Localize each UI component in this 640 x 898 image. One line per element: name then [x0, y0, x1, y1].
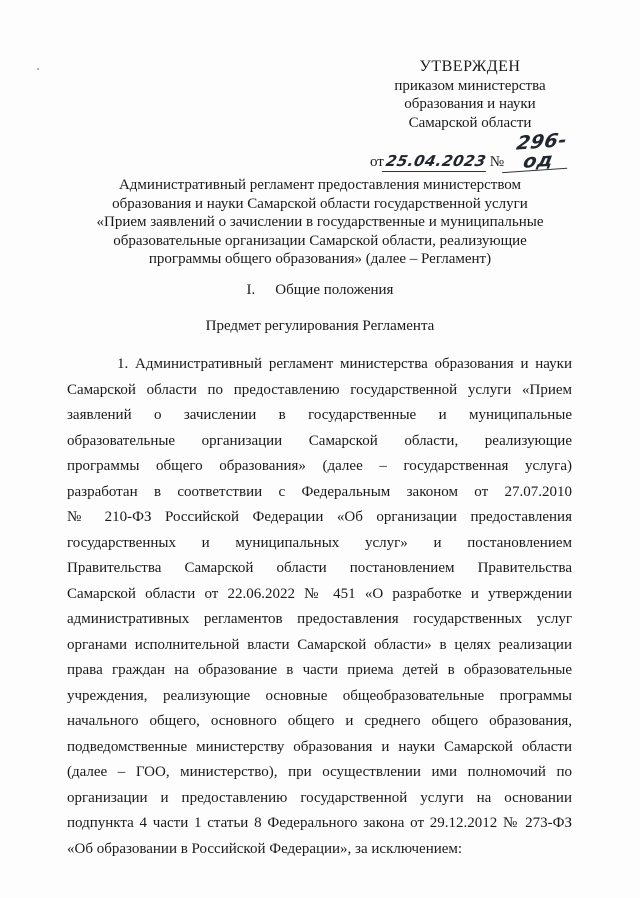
- paragraph-line: № 210-ФЗ Российской Федерации «Об организации предоставления: [67, 509, 572, 525]
- paragraph-line: административных регламентов предоставления государственных услуг: [67, 611, 572, 627]
- subsection-heading: Предмет регулирования Регламента: [205, 318, 435, 334]
- paragraph-line: Правительства Самарской области постановлением Правительства: [67, 560, 572, 576]
- section-title: Общие положения: [275, 282, 394, 298]
- paragraph-1: [67, 352, 572, 862]
- approval-line-2: образования и науки: [404, 96, 536, 112]
- paragraph-line: «Об образовании в Российской Федерации», за исключением:: [67, 840, 463, 857]
- paragraph-line: подведомственные министерству образования и науки Самарской области: [67, 738, 572, 755]
- handwritten-date: 25.04.2023: [382, 152, 490, 172]
- paragraph-line: учреждения, реализующие основные общеобразовательные программы: [67, 687, 572, 704]
- paragraph-line: образовательные организации Самарской области, реализующие: [67, 432, 572, 449]
- approval-title: УТВЕРЖДЕН: [419, 58, 521, 75]
- paragraph-line: разработан в соответствии с Федеральным законом от 27.07.2010: [67, 483, 572, 500]
- section-heading: [0, 282, 640, 299]
- paragraph-line: подпункта 4 части 1 статьи 8 Федерального закона от 29.12.2012 № 273-ФЗ: [67, 815, 572, 831]
- approval-line-3: Самарской области: [408, 114, 532, 131]
- handwritten-number: 296-од: [502, 131, 574, 173]
- paragraph-line: органами исполнительной власти Самарской области» в целях реализации: [67, 636, 572, 653]
- approval-stamp-block: [370, 58, 570, 171]
- title-line-3: «Прием заявлений о зачислении в государственные и муниципальные: [96, 214, 544, 230]
- date-prefix: от: [370, 153, 384, 170]
- paragraph-line: (далее – ГОО, министерство), при осуществлении ими полномочий по: [67, 764, 572, 780]
- title-line-2: образования и науки Самарской области государственной услуги: [112, 195, 528, 212]
- paragraph-line: 1. Административный регламент министерства образования и науки: [117, 356, 572, 372]
- paragraph-line: Самарской области по предоставлению государственной услуги «Прием: [67, 381, 572, 398]
- number-prefix: №: [489, 153, 505, 170]
- paragraph-line: права граждан на образование в части приема детей в образовательные: [67, 662, 572, 678]
- paragraph-line: программы общего образования» (далее – государственная услуга): [67, 458, 572, 474]
- approval-date-number-row: [370, 129, 570, 173]
- title-line-1: Административный регламент предоставления министерством: [118, 177, 522, 193]
- paragraph-line: заявлений о зачислении в государственные и муниципальные: [67, 407, 572, 423]
- paragraph-line: Самарской области от 22.06.2022 № 451 «О разработке и утверждении: [67, 585, 572, 602]
- scan-speck: [37, 68, 39, 70]
- document-title: [60, 176, 580, 269]
- paragraph-line: начального общего, основного общего и среднего общего образования,: [67, 713, 572, 729]
- title-line-5: программы общего образования» (далее – Регламент): [148, 251, 492, 267]
- title-line-4: образовательные организации Самарской области, реализующие: [113, 232, 527, 249]
- paragraph-line: государственных и муниципальных услуг» и постановлением: [67, 534, 572, 551]
- approval-line-1: приказом министерства: [394, 77, 546, 94]
- paragraph-line: организации и предоставлению государственной услуги на основании: [67, 789, 572, 806]
- section-number: I.: [246, 282, 256, 298]
